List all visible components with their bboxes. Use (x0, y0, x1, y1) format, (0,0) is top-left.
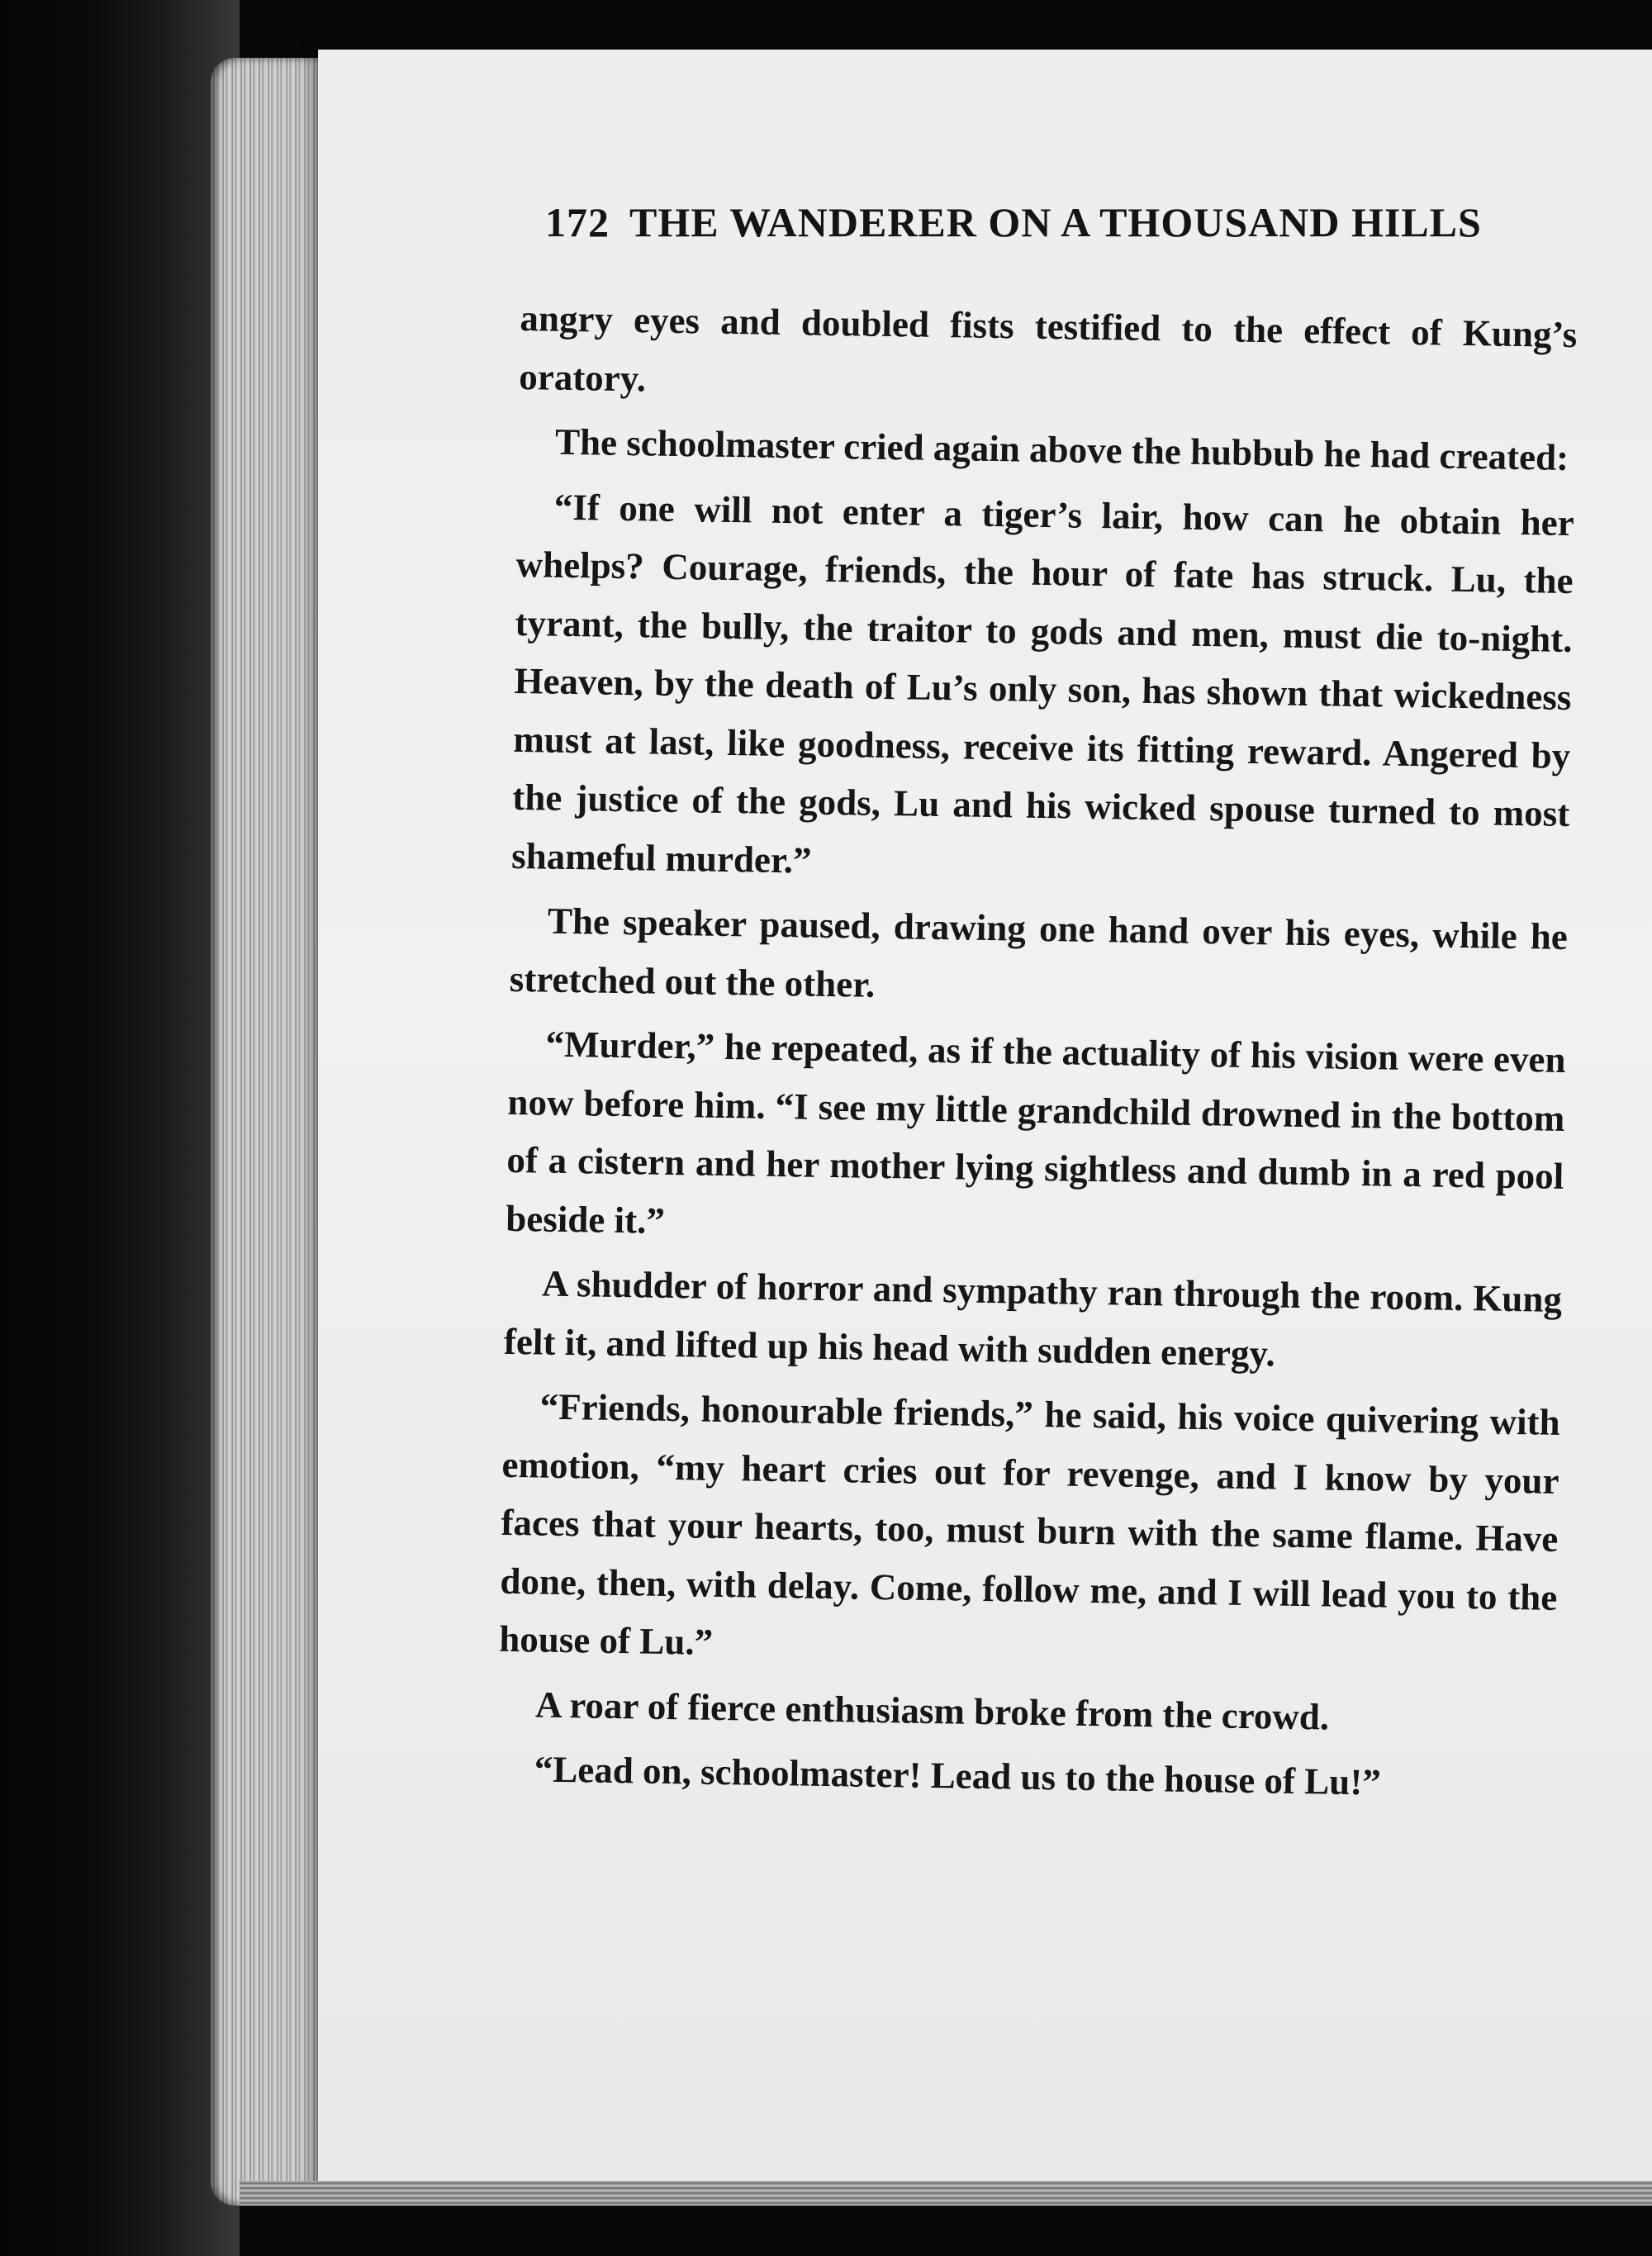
page-bottom-edge (240, 2181, 1652, 2206)
paragraph: The speaker paused, drawing one hand over his eyes, while he stretched out the other. (509, 900, 1569, 1005)
running-head (545, 198, 1586, 246)
book-binding (0, 0, 240, 2256)
paragraph: A roar of fierce enthusiasm broke from the crowd. (534, 1683, 1330, 1738)
paragraph: “Lead on, schoolmaster! Lead us to the house of Lu!” (534, 1748, 1382, 1803)
paragraph: “Murder,” he repeated, as if the actuality of his vision were even now before him. “I see my little grandchild drowned in the bottom of a cistern and her mother lying sightless and dumb in a red pool beside it.” (505, 1023, 1566, 1242)
page-number: 172 (545, 199, 610, 245)
paragraph: “Friends, honourable friends,” he said, his voice quivering with emotion, “my heart cries out for revenge, and I know by your faces that your hearts, too, must burn with the same flame. Have done, then, with delay. Come, follow me, and I will lead you to the house of Lu.” (498, 1385, 1560, 1663)
paragraph: angry eyes and doubled fists testified to the effect of Kung’s oratory. (518, 297, 1578, 399)
body-text (496, 289, 1578, 1821)
book-title: THE WANDERER ON A THOUSAND HILLS (629, 199, 1482, 245)
paragraph: The schoolmaster cried again above the hubbub he had created: (554, 420, 1569, 478)
page-edges (211, 58, 335, 2206)
paragraph: A shudder of horror and sympathy ran through the room. Kung felt it, and lifted up his head with sudden energy. (503, 1262, 1563, 1375)
paragraph: “If one will not enter a tiger’s lair, how can he obtain her whelps? Courage, friends, the hour of fate has struck. Lu, the tyrant, the bully, the traitor to gods and men, must die to-night. Heaven, by the death of Lu’s only son, has shown that wickedness must at last, like goodness, receive its fitting reward. Angered by the justice of the gods, Lu and his wicked spouse turned to most shameful murder.” (510, 486, 1575, 881)
